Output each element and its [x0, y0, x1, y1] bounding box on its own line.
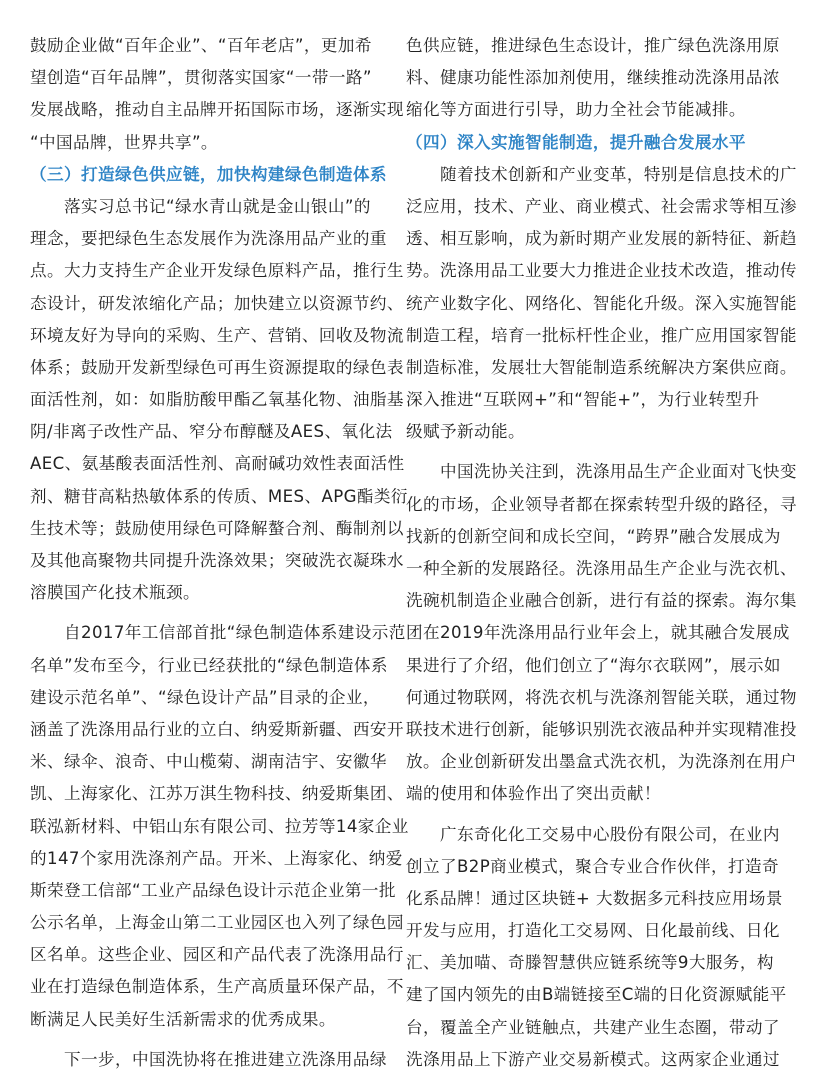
paragraph	[30, 191, 378, 609]
text-line: 广东奇化化工交易中心股份有限公司，在业内	[406, 819, 770, 851]
text-line: 放。企业创新研发出墨盒式洗衣机，为洗涤剂在用户	[406, 746, 770, 778]
text-line: 生技术等；鼓励使用绿色可降解螯合剂、酶制剂以	[30, 513, 378, 545]
text-line: 汇、美加喵、奇滕智慧供应链系统等9大服务，构	[406, 947, 770, 979]
text-line: 点。大力支持生产企业开发绿色原料产品，推行生	[30, 255, 378, 287]
text-line: 落实习总书记“绿水青山就是金山银山”的	[30, 191, 378, 223]
text-line: 体系；鼓励开发新型绿色可再生资源提取的绿色表	[30, 352, 378, 384]
paragraph	[406, 819, 770, 1076]
text-line: 端的使用和体验作出了突出贡献！	[406, 778, 770, 810]
paragraph	[30, 30, 378, 159]
text-line: 台，覆盖全产业链触点，共建产业生态圈，带动了	[406, 1012, 770, 1044]
text-line: 区名单。这些企业、园区和产品代表了洗涤用品行	[30, 939, 378, 971]
paragraph	[30, 617, 378, 1035]
text-line: 色供应链，推进绿色生态设计，推广绿色洗涤用原	[406, 30, 770, 62]
text-line: 态设计，研发浓缩化产品；加快建立以资源节约、	[30, 288, 378, 320]
text-line: （四）深入实施智能制造，提升融合发展水平	[406, 127, 770, 159]
text-line: 泛应用，技术、产业、商业模式、社会需求等相互渗	[406, 191, 770, 223]
text-line: 自2017年工信部首批“绿色制造体系建设示范	[30, 617, 378, 649]
paragraph	[30, 1044, 378, 1076]
text-line: 找新的创新空间和成长空间，“跨界”融合发展成为	[406, 521, 770, 553]
text-line: 势。洗涤用品工业要大力推进企业技术改造，推动传	[406, 255, 770, 287]
text-line: 斯荣登工信部“工业产品绿色设计示范企业第一批	[30, 875, 378, 907]
text-line: 米、绿伞、浪奇、中山榄菊、湖南洁宇、安徽华	[30, 746, 378, 778]
text-line: 溶膜国产化技术瓶颈。	[30, 577, 378, 609]
text-line: 化的市场，企业领导者都在探索转型升级的路径，寻	[406, 489, 770, 521]
text-line: 发展战略，推动自主品牌开拓国际市场，逐渐实现	[30, 94, 378, 126]
text-line: 的147个家用洗涤剂产品。开米、上海家化、纳爱	[30, 843, 378, 875]
text-line: 一种全新的发展路径。洗涤用品生产企业与洗衣机、	[406, 553, 770, 585]
text-line: 业在打造绿色制造体系，生产高质量环保产品，不	[30, 971, 378, 1003]
text-line: 凯、上海家化、江苏万淇生物科技、纳爱斯集团、	[30, 778, 378, 810]
text-line: 建了国内领先的由B端链接至C端的日化资源赋能平	[406, 979, 770, 1011]
text-line: AEC、氨基酸表面活性剂、高耐碱功效性表面活性	[30, 448, 378, 480]
text-line: 料、健康功能性添加剂使用，继续推动洗涤用品浓	[406, 62, 770, 94]
text-line: 名单”发布至今，行业已经获批的“绿色制造体系	[30, 650, 378, 682]
text-line: 建设示范名单”、“绿色设计产品”目录的企业，	[30, 682, 378, 714]
text-line: 级赋予新动能。	[406, 416, 770, 448]
text-line: 阴/非离子改性产品、窄分布醇醚及AES、氧化法	[30, 416, 378, 448]
text-line: 制造工程，培育一批标杆性企业，推广应用国家智能	[406, 320, 770, 352]
text-line: 化系品牌！通过区块链+ 大数据多元科技应用场景	[406, 883, 770, 915]
text-line: “中国品牌，世界共享”。	[30, 127, 378, 159]
left-column	[30, 30, 378, 1076]
text-line: 剂、糖苷高粘热敏体系的传质、MES、APG酯类衍	[30, 481, 378, 513]
paragraph	[406, 456, 770, 810]
text-line: 断满足人民美好生活新需求的优秀成果。	[30, 1004, 378, 1036]
text-line: 果进行了介绍，他们创立了“海尔衣联网”，展示如	[406, 650, 770, 682]
text-line: 理念，要把绿色生态发展作为洗涤用品产业的重	[30, 223, 378, 255]
text-line: 开发与应用，打造化工交易网、日化最前线、日化	[406, 915, 770, 947]
text-line: 制造标准，发展壮大智能制造系统解决方案供应商。	[406, 352, 770, 384]
section-heading	[30, 159, 378, 191]
text-line: 环境友好为导向的采购、生产、营销、回收及物流	[30, 320, 378, 352]
text-line: 联泓新材料、中铝山东有限公司、拉芳等14家企业	[30, 811, 378, 843]
text-line: （三）打造绿色供应链，加快构建绿色制造体系	[30, 159, 378, 191]
text-line: 中国洗协关注到，洗涤用品生产企业面对飞快变	[406, 456, 770, 488]
text-line: 涵盖了洗涤用品行业的立白、纳爱斯新疆、西安开	[30, 714, 378, 746]
text-line: 缩化等方面进行引导，助力全社会节能减排。	[406, 94, 770, 126]
text-line: 何通过物联网，将洗衣机与洗涤剂智能关联，通过物	[406, 682, 770, 714]
text-line: 鼓励企业做“百年企业”、“百年老店”，更加希	[30, 30, 378, 62]
text-line: 下一步，中国洗协将在推进建立洗涤用品绿	[30, 1044, 378, 1076]
right-column	[406, 30, 770, 1076]
text-line: 洗碗机制造企业融合创新，进行有益的探索。海尔集	[406, 585, 770, 617]
text-line: 联技术进行创新，能够识别洗衣液品种并实现精准投	[406, 714, 770, 746]
text-line: 及其他高聚物共同提升洗涤效果；突破洗衣凝珠水	[30, 545, 378, 577]
text-line: 团在2019年洗涤用品行业年会上，就其融合发展成	[406, 617, 770, 649]
text-line: 透、相互影响，成为新时期产业发展的新特征、新趋	[406, 223, 770, 255]
text-line: 面活性剂，如：如脂肪酸甲酯乙氧基化物、油脂基	[30, 384, 378, 416]
text-line: 深入推进“互联网+”和“智能+”，为行业转型升	[406, 384, 770, 416]
text-line: 统产业数字化、网络化、智能化升级。深入实施智能	[406, 288, 770, 320]
text-line: 公示名单，上海金山第二工业园区也入列了绿色园	[30, 907, 378, 939]
paragraph	[406, 30, 770, 127]
text-line: 创立了B2P商业模式，聚合专业合作伙伴，打造奇	[406, 851, 770, 883]
text-line: 望创造“百年品牌”，贯彻落实国家“一带一路”	[30, 62, 378, 94]
text-line: 洗涤用品上下游产业交易新模式。这两家企业通过	[406, 1044, 770, 1076]
text-line: 随着技术创新和产业变革，特别是信息技术的广	[406, 159, 770, 191]
section-heading	[406, 127, 770, 159]
paragraph	[406, 159, 770, 449]
